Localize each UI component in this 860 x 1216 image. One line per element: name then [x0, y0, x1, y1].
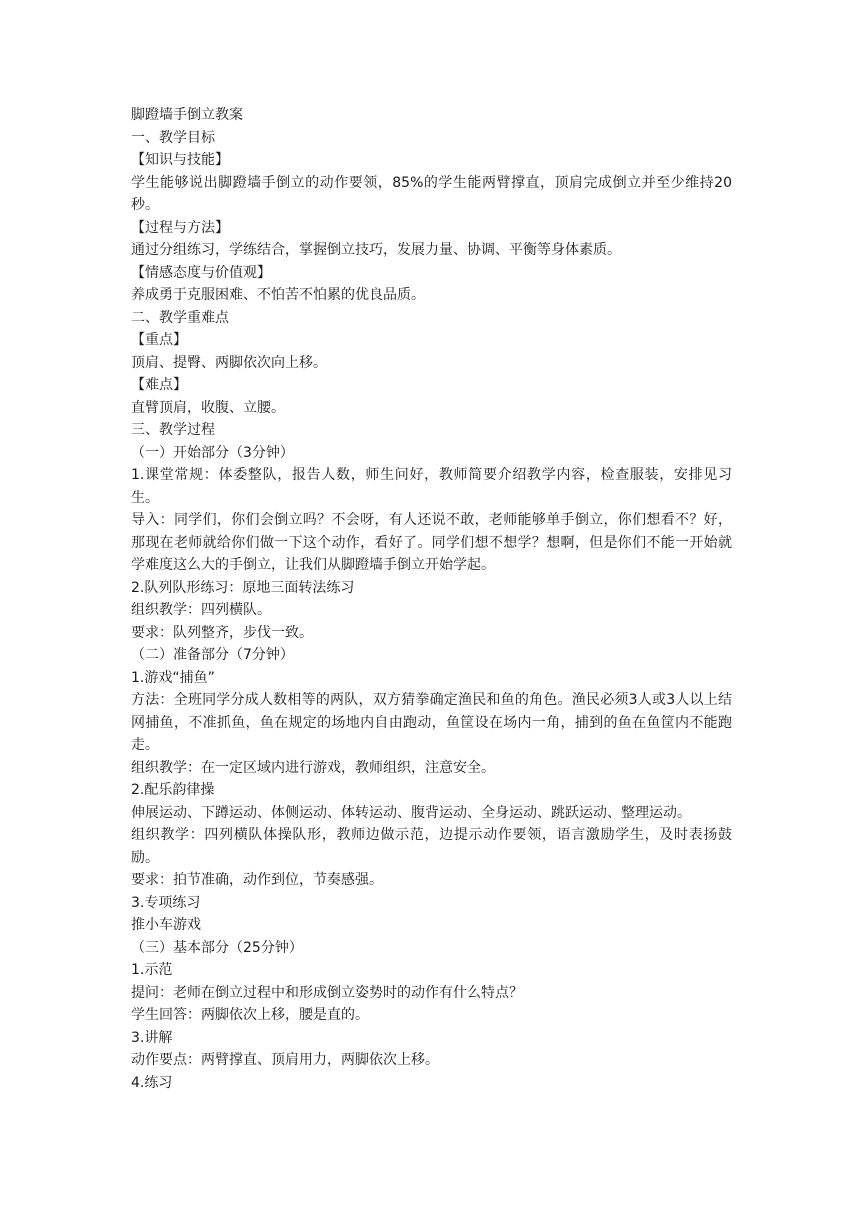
- paragraph: 1.游戏“捕鱼”: [131, 669, 215, 686]
- subheading: 【难点】: [131, 377, 187, 393]
- subheading: （一）开始部分（3分钟）: [131, 444, 294, 461]
- paragraph: 方法：全班同学分成人数相等的两队，双方猜拳确定渔民和鱼的角色。渔民必须3人或3人以上结网捕鱼，不准抓鱼，鱼在规定的场地内自由跑动，鱼筐设在场内一角，捕到的鱼在鱼筐内不能跑走。: [131, 692, 732, 753]
- document-title: 脚蹬墙手倒立教案: [131, 107, 243, 123]
- paragraph: 导入：同学们，你们会倒立吗？不会呀，有人还说不敢，老师能够单手倒立，你们想看不？好，那现在老师就给你们做一下这个动作，看好了。同学们想不想学？想啊，但是你们不能一开始就学难度这么大的手倒立，让我们从脚蹬墙手倒立开始学起。: [131, 512, 732, 573]
- paragraph: 伸展运动、下蹲运动、体侧运动、体转运动、腹背运动、全身运动、跳跃运动、整理运动。: [131, 804, 691, 821]
- paragraph: 顶肩、提臀、两脚依次向上移。: [131, 354, 327, 371]
- paragraph: 提问：老师在倒立过程中和形成倒立姿势时的动作有什么特点？: [131, 984, 523, 1001]
- paragraph: 要求：拍节准确，动作到位，节奏感强。: [131, 872, 383, 888]
- paragraph: 4.练习: [131, 1074, 173, 1091]
- document-body: [131, 104, 732, 1094]
- section-heading: 三、教学过程: [131, 422, 215, 438]
- subheading: 【知识与技能】: [131, 152, 229, 168]
- paragraph: 直臂顶肩，收腹、立腰。: [131, 399, 285, 416]
- paragraph: 组织教学：在一定区域内进行游戏，教师组织，注意安全。: [131, 759, 495, 776]
- paragraph: 1.课堂常规：体委整队，报告人数，师生问好，教师简要介绍教学内容，检查服装，安排见习生。: [131, 467, 732, 506]
- paragraph: 推小车游戏: [131, 917, 201, 933]
- paragraph: 通过分组练习，学练结合，掌握倒立技巧，发展力量、协调、平衡等身体素质。: [131, 242, 621, 258]
- paragraph: 要求：队列整齐，步伐一致。: [131, 624, 313, 641]
- subheading: （二）准备部分（7分钟）: [131, 647, 294, 663]
- paragraph: 3.讲解: [131, 1029, 173, 1046]
- subheading: 【重点】: [131, 332, 187, 348]
- paragraph: 学生能够说出脚蹬墙手倒立的动作要领，85%的学生能两臂撑直，顶肩完成倒立并至少维持20秒。: [131, 174, 732, 213]
- paragraph: 养成勇于克服困难、不怕苦不怕累的优良品质。: [131, 287, 425, 303]
- subheading: 【情感态度与价值观】: [131, 264, 271, 281]
- paragraph: 组织教学：四列横队体操队形，教师边做示范，边提示动作要领，语言激励学生，及时表扬鼓励。: [131, 827, 732, 866]
- paragraph: 2.队列队形练习：原地三面转法练习: [131, 579, 355, 596]
- subheading: 【过程与方法】: [131, 219, 229, 236]
- paragraph: 动作要点：两臂撑直、顶肩用力，两脚依次上移。: [131, 1052, 439, 1068]
- paragraph: 1.示范: [131, 962, 173, 978]
- section-heading: 一、教学目标: [131, 129, 215, 146]
- subheading: （三）基本部分（25分钟）: [131, 939, 303, 956]
- paragraph: 3.专项练习: [131, 894, 201, 911]
- paragraph: 组织教学：四列横队。: [131, 602, 271, 618]
- paragraph: 学生回答：两脚依次上移，腰是直的。: [131, 1007, 369, 1023]
- section-heading: 二、教学重难点: [131, 309, 229, 326]
- paragraph: 2.配乐韵律操: [131, 782, 215, 798]
